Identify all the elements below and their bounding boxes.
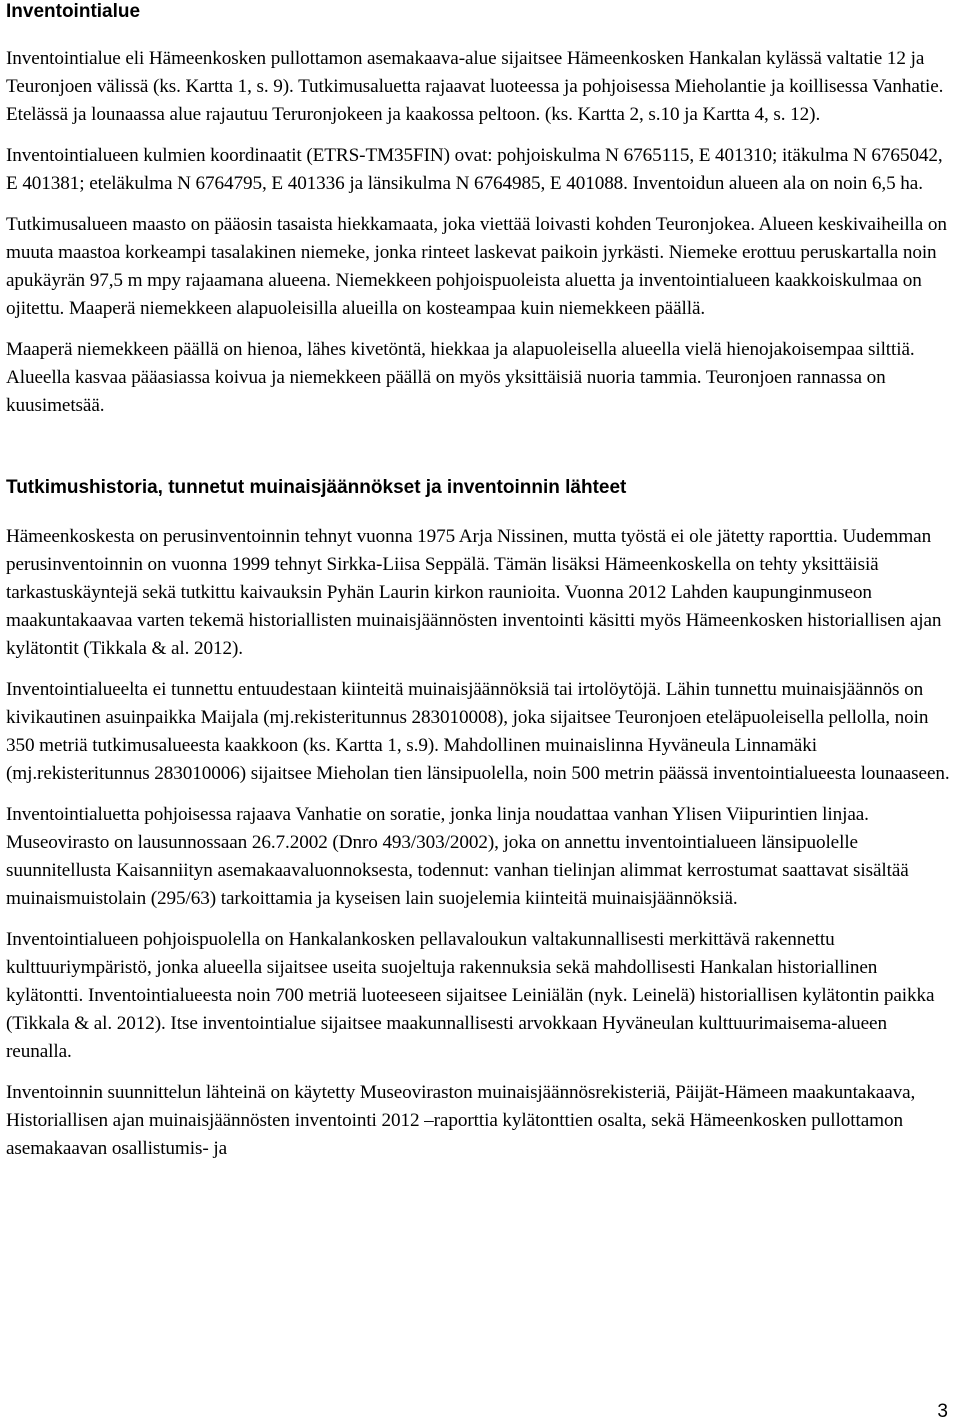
paragraph-location: Inventointialue eli Hämeenkosken pullottamon asemakaava-alue sijaitsee Hämeenkosken Hankalan kylässä valtatie 12 ja Teuronjoen välissä (ks. Kartta 1, s. 9). Tutkimusaluetta rajaavat luoteessa ja pohjoisessa Mieholantie ja koillisessa Vanhatie. Etelässä ja lounaassa alue rajautuu Teruronjokeen ja kaakossa peltoon. (ks. Kartta 2, s.10 ja Kartta 4, s. 12). [6, 48, 944, 125]
paragraph-soil: Maaperä niemekkeen päällä on hienoa, lähes kivetöntä, hiekkaa ja alapuoleisella alueella vielä hienojakoisempaa silttiä. Alueella kasvaa pääasiassa koivua ja niemekkeen päällä on myös yksittäisiä nuoria tammia. Teuronjoen rannassa on kuusimetsää. [6, 339, 915, 416]
page-number: 3 [937, 1401, 948, 1422]
paragraph-terrain: Tutkimusalueen maasto on pääosin tasaista hiekkamaata, joka viettää loivasti kohden Teuronjokea. Alueen keskivaiheilla on muuta maastoa korkeampi tasalakinen niemeke, jonka rinteet laskevat paikoin jyrkästi. Niemeke erottuu peruskartalla noin apukäyrän 97,5 m mpy rajaamana alueena. Niemekkeen pohjoispuoleista aluetta ja inventointialueen kaakkoiskulmaa on ojitettu. Maaperä niemekkeen alapuoleisilla alueilla on kosteampaa kuin niemekkeen päällä. [6, 214, 947, 319]
paragraph-coordinates: Inventointialueen kulmien koordinaatit (ETRS-TM35FIN) ovat: pohjoiskulma N 6765115, E 401310; itäkulma N 6765042, E 401381; eteläkulma N 6764795, E 401336 ja länsikulma N 6764985, E 401088. Inventoidun alueen ala on noin 6,5 ha. [6, 145, 943, 194]
paragraph-cultural-environment: Inventointialueen pohjoispuolella on Hankalankosken pellavaloukun valtakunnallisesti merkittävä rakennettu kulttuuriympäristö, jonka alueella sijaitsee useita suojeltuja rakennuksia sekä mahdollisesti Hankalan historiallinen kylätontti. Inventointialueesta noin 700 metriä luoteeseen sijaitsee Leiniälän (nyk. Leinelä) historiallisen kylätontin paikka (Tikkala & al. 2012). Itse inventointialue sijaitsee maakunnallisesti arvokkaan Hyväneulan kulttuurimaisema-alueen reunalla. [6, 929, 935, 1062]
paragraph-old-road: Inventointialuetta pohjoisessa rajaava Vanhatie on soratie, jonka linja noudattaa vanhan Ylisen Viipurintien linjaa. Museovirasto on lausunnossaan 26.7.2002 (Dnro 493/303/2002), joka on annettu inventointialueen länsipuolelle suunnitellusta Kaisanniityn asemakaavaluonnoksesta, todennut: vanhan tielinjan alimmat kerrostumat saattavat sisältää muinaismuistolain (295/63) tarkoittamia ja kyseisen lain suojelemia kiinteitä muinaisjäännöksiä. [6, 804, 909, 909]
paragraph-sources: Inventoinnin suunnittelun lähteinä on käytetty Museoviraston muinaisjäännösrekisteriä, Päijät-Hämeen maakuntakaava, Historiallisen ajan muinaisjäännösten inventointi 2012 –raporttia kylätonttien osalta, sekä Hämeenkosken pullottamon asemakaavan osallistumis- ja [6, 1082, 916, 1159]
document-page [6, 0, 954, 1176]
paragraph-previous-inventories: Hämeenkoskesta on perusinventoinnin tehnyt vuonna 1975 Arja Nissinen, mutta työstä ei ole jätetty raporttia. Uudemman perusinventoinnin on vuonna 1999 tehnyt Sirkka-Liisa Seppälä. Tämän lisäksi Hämeenkoskella on tehty yksittäisiä tarkastuskäyntejä sekä tutkittu kaivauksin Pyhän Laurin kirkon raunioita. Vuonna 2012 Lahden kaupunginmuseon maakuntakaavaa varten tekemä historiallisten muinaisjäännösten inventointi käsitti myös Hämeenkosken historiallisen ajan kylätontit (Tikkala & al. 2012). [6, 526, 942, 659]
section-heading-inventointialue: Inventointialue [6, 1, 141, 22]
section-heading-history: Tutkimushistoria, tunnetut muinaisjäännökset ja inventoinnin lähteet [6, 477, 627, 498]
paragraph-known-sites: Inventointialueelta ei tunnettu entuudestaan kiinteitä muinaisjäännöksiä tai irtolöytöjä. Lähin tunnettu muinaisjäännös on kivikautinen asuinpaikka Maijala (mj.rekisteritunnus 283010008), joka sijaitsee Teuronjoen eteläpuoleisella pellolla, noin 350 metriä tutkimusalueesta kaakkoon (ks. Kartta 1, s.9). Mahdollinen muinaislinna Hyväneula Linnamäki (mj.rekisteritunnus 283010006) sijaitsee Mieholan tien länsipuolella, noin 500 metrin päässä inventointialueesta lounaaseen. [6, 679, 950, 784]
